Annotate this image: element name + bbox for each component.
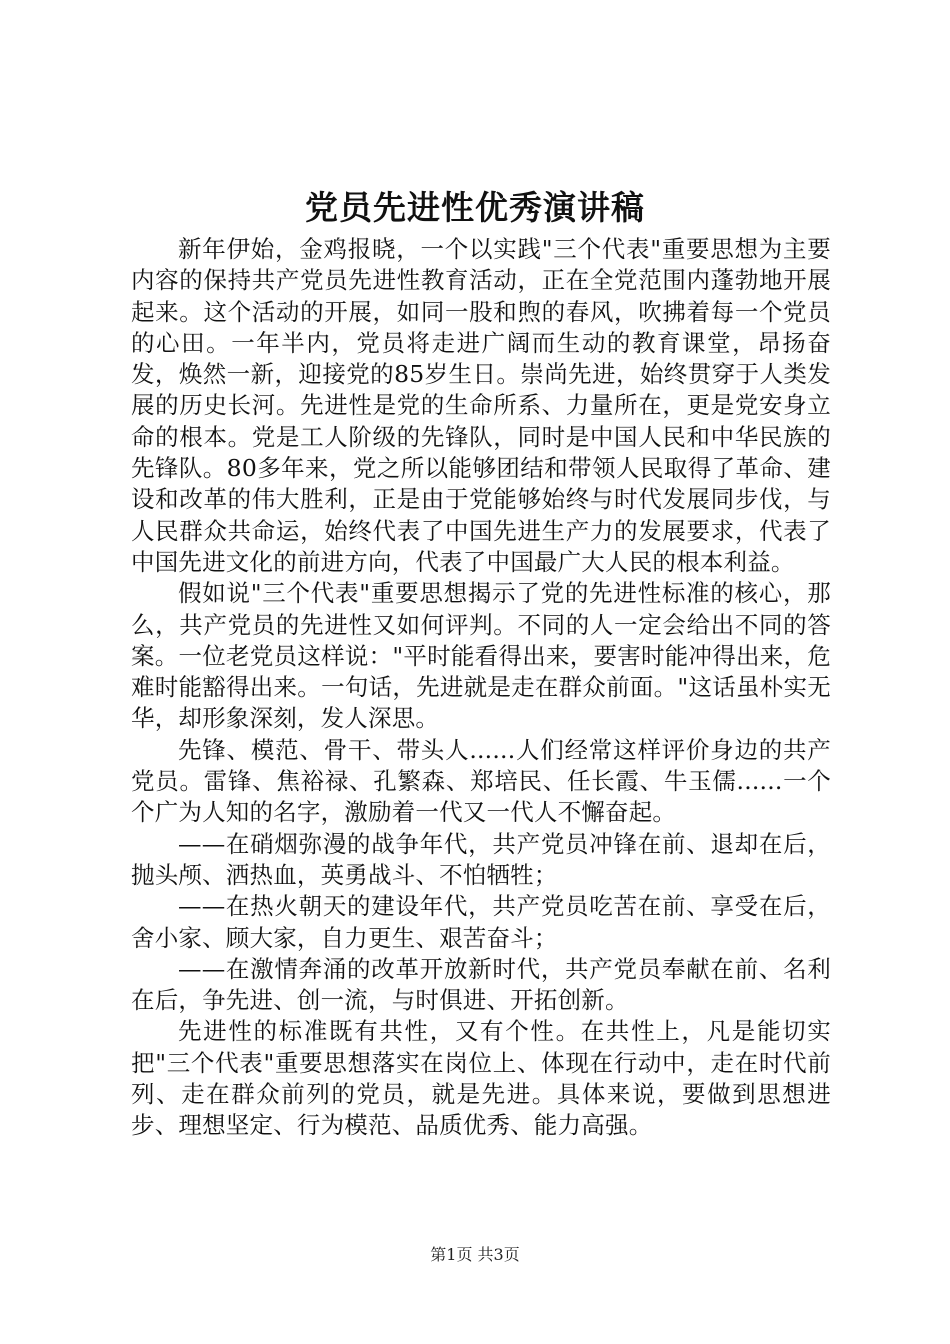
paragraph-4: ——在硝烟弥漫的战争年代，共产党员冲锋在前、退却在后，抛头颅、洒热血，英勇战斗、不怕牺牲； [131,829,831,889]
document-title: 党员先进性优秀演讲稿 [305,188,645,227]
paragraph-3: 先锋、模范、骨干、带头人......人们经常这样评价身边的共产党员。雷锋、焦裕禄、孔繁森、郑培民、任长霞、牛玉儒......一个个广为人知的名字，激励着一代又一代人不懈奋起。 [131,735,831,827]
page-number-footer: 第1页 共3页 [430,1245,520,1264]
paragraph-2: 假如说"三个代表"重要思想揭示了党的先进性标准的核心，那么，共产党员的先进性又如何评判。不同的人一定会给出不同的答案。一位老党员这样说："平时能看得出来，要害时能冲得出来，危难时能豁得出来。一句话，先进就是走在群众前面。"这话虽朴实无华，却形象深刻，发人深思。 [131,579,831,733]
paragraph-5: ——在热火朝天的建设年代，共产党员吃苦在前、享受在后，舍小家、顾大家，自力更生、艰苦奋斗； [131,892,831,952]
document-body [131,234,831,1142]
paragraph-1: 新年伊始，金鸡报晓，一个以实践"三个代表"重要思想为主要内容的保持共产党员先进性教育活动，正在全党范围内蓬勃地开展起来。这个活动的开展，如同一股和煦的春风，吹拂着每一个党员的心田。一年半内，党员将走进广阔而生动的教育课堂，昂扬奋发，焕然一新，迎接党的85岁生日。崇尚先进，始终贯穿于人类发展的历史长河。先进性是党的生命所系、力量所在，更是党安身立命的根本。党是工人阶级的先锋队，同时是中国人民和中华民族的先锋队。80多年来，党之所以能够团结和带领人民取得了革命、建设和改革的伟大胜利，正是由于党能够始终与时代发展同步伐，与人民群众共命运，始终代表了中国先进生产力的发展要求，代表了中国先进文化的前进方向，代表了中国最广大人民的根本利益。 [131,235,831,576]
paragraph-6: ——在激情奔涌的改革开放新时代，共产党员奉献在前、名利在后，争先进、创一流，与时俱进、开拓创新。 [131,954,831,1015]
paragraph-7: 先进性的标准既有共性，又有个性。在共性上，凡是能切实把"三个代表"重要思想落实在岗位上、体现在行动中，走在时代前列、走在群众前列的党员，就是先进。具体来说，要做到思想进步、理想坚定、行为模范、品质优秀、能力高强。 [131,1017,831,1140]
